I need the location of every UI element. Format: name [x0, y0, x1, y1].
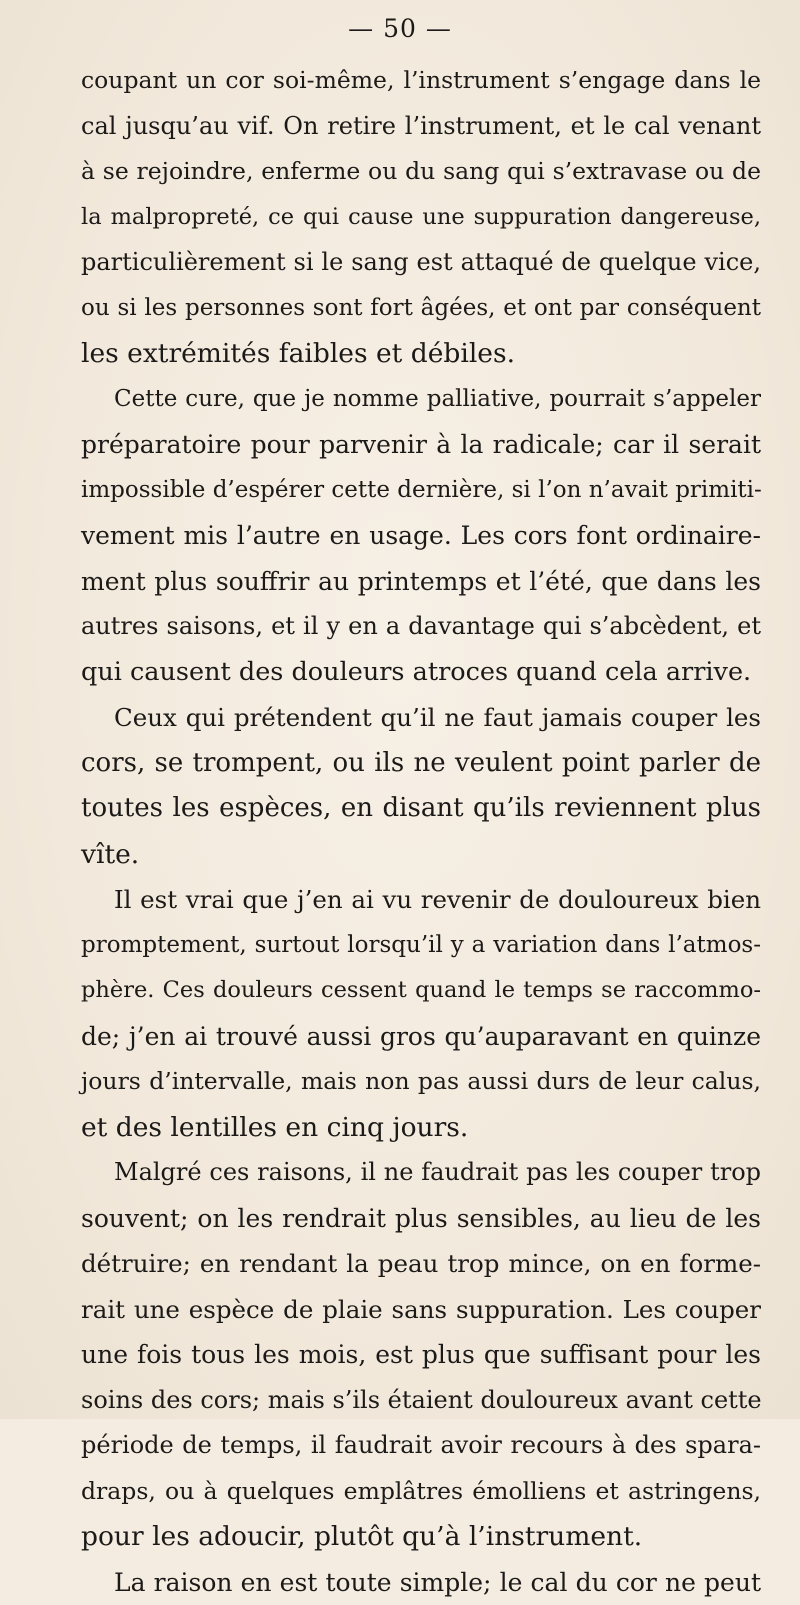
text-line: Il est vrai que j’en ai vu revenir de douloureux bien: [81, 877, 761, 923]
text-line: ment plus souffrir au printemps et l’été, que dans les: [81, 559, 761, 605]
text-line: détruire; en rendant la peau trop mince, on en forme-: [81, 1241, 761, 1287]
text-line: particulièrement si le sang est attaqué de quelque vice,: [81, 240, 761, 286]
text-line: Malgré ces raisons, il ne faudrait pas les couper trop: [81, 1150, 761, 1196]
text-line: toutes les espèces, en disant qu’ils reviennent plus: [81, 786, 761, 832]
text-line: La raison en est toute simple; le cal du cor ne peut: [81, 1560, 761, 1605]
text-line: ou si les personnes sont fort âgées, et ont par conséquent: [81, 286, 761, 332]
text-line: pour les adoucir, plutôt qu’à l’instrument.: [81, 1514, 761, 1560]
text-line: de; j’en ai trouvé aussi gros qu’auparavant en quinze: [81, 1014, 761, 1060]
text-line: la malpropreté, ce qui cause une suppuration dangereuse,: [81, 195, 761, 241]
text-line: soins des cors; mais s’ils étaient douloureux avant cette: [81, 1378, 761, 1424]
text-line: impossible d’espérer cette dernière, si l’on n’avait primiti-: [81, 468, 761, 514]
text-line: phère. Ces douleurs cessent quand le temps se raccommo-: [81, 968, 761, 1014]
text-line: une fois tous les mois, est plus que suffisant pour les: [81, 1332, 761, 1378]
text-line: Cette cure, que je nomme palliative, pourrait s’appeler: [81, 377, 761, 423]
text-line: autres saisons, et il y en a davantage qui s’abcèdent, et: [81, 604, 761, 650]
text-line: coupant un cor soi-même, l’instrument s’engage dans le: [81, 58, 761, 104]
text-line: et des lentilles en cinq jours.: [81, 1105, 761, 1151]
text-line: souvent; on les rendrait plus sensibles, au lieu de les: [81, 1196, 761, 1242]
text-line: vîte.: [81, 832, 761, 878]
text-line: jours d’intervalle, mais non pas aussi durs de leur calus,: [81, 1059, 761, 1105]
text-line: cal jusqu’au vif. On retire l’instrument, et le cal venant: [81, 104, 761, 150]
text-line: rait une espèce de plaie sans suppuration. Les couper: [81, 1287, 761, 1333]
text-line: qui causent des douleurs atroces quand cela arrive.: [81, 650, 761, 696]
text-line: draps, ou à quelques emplâtres émolliens et astringens,: [81, 1469, 761, 1515]
text-line: période de temps, il faudrait avoir recours à des spara-: [81, 1423, 761, 1469]
text-line: vement mis l’autre en usage. Les cors font ordinaire-: [81, 513, 761, 559]
page-number: — 50 —: [0, 14, 800, 43]
text-line: à se rejoindre, enferme ou du sang qui s’extravase ou de: [81, 149, 761, 195]
text-line: cors, se trompent, ou ils ne veulent point parler de: [81, 741, 761, 787]
text-line: les extrémités faibles et débiles.: [81, 331, 761, 377]
body-text: [81, 58, 761, 1605]
text-line: promptement, surtout lorsqu’il y a variation dans l’atmos-: [81, 923, 761, 969]
text-line: Ceux qui prétendent qu’il ne faut jamais couper les: [81, 695, 761, 741]
text-line: préparatoire pour parvenir à la radicale; car il serait: [81, 422, 761, 468]
